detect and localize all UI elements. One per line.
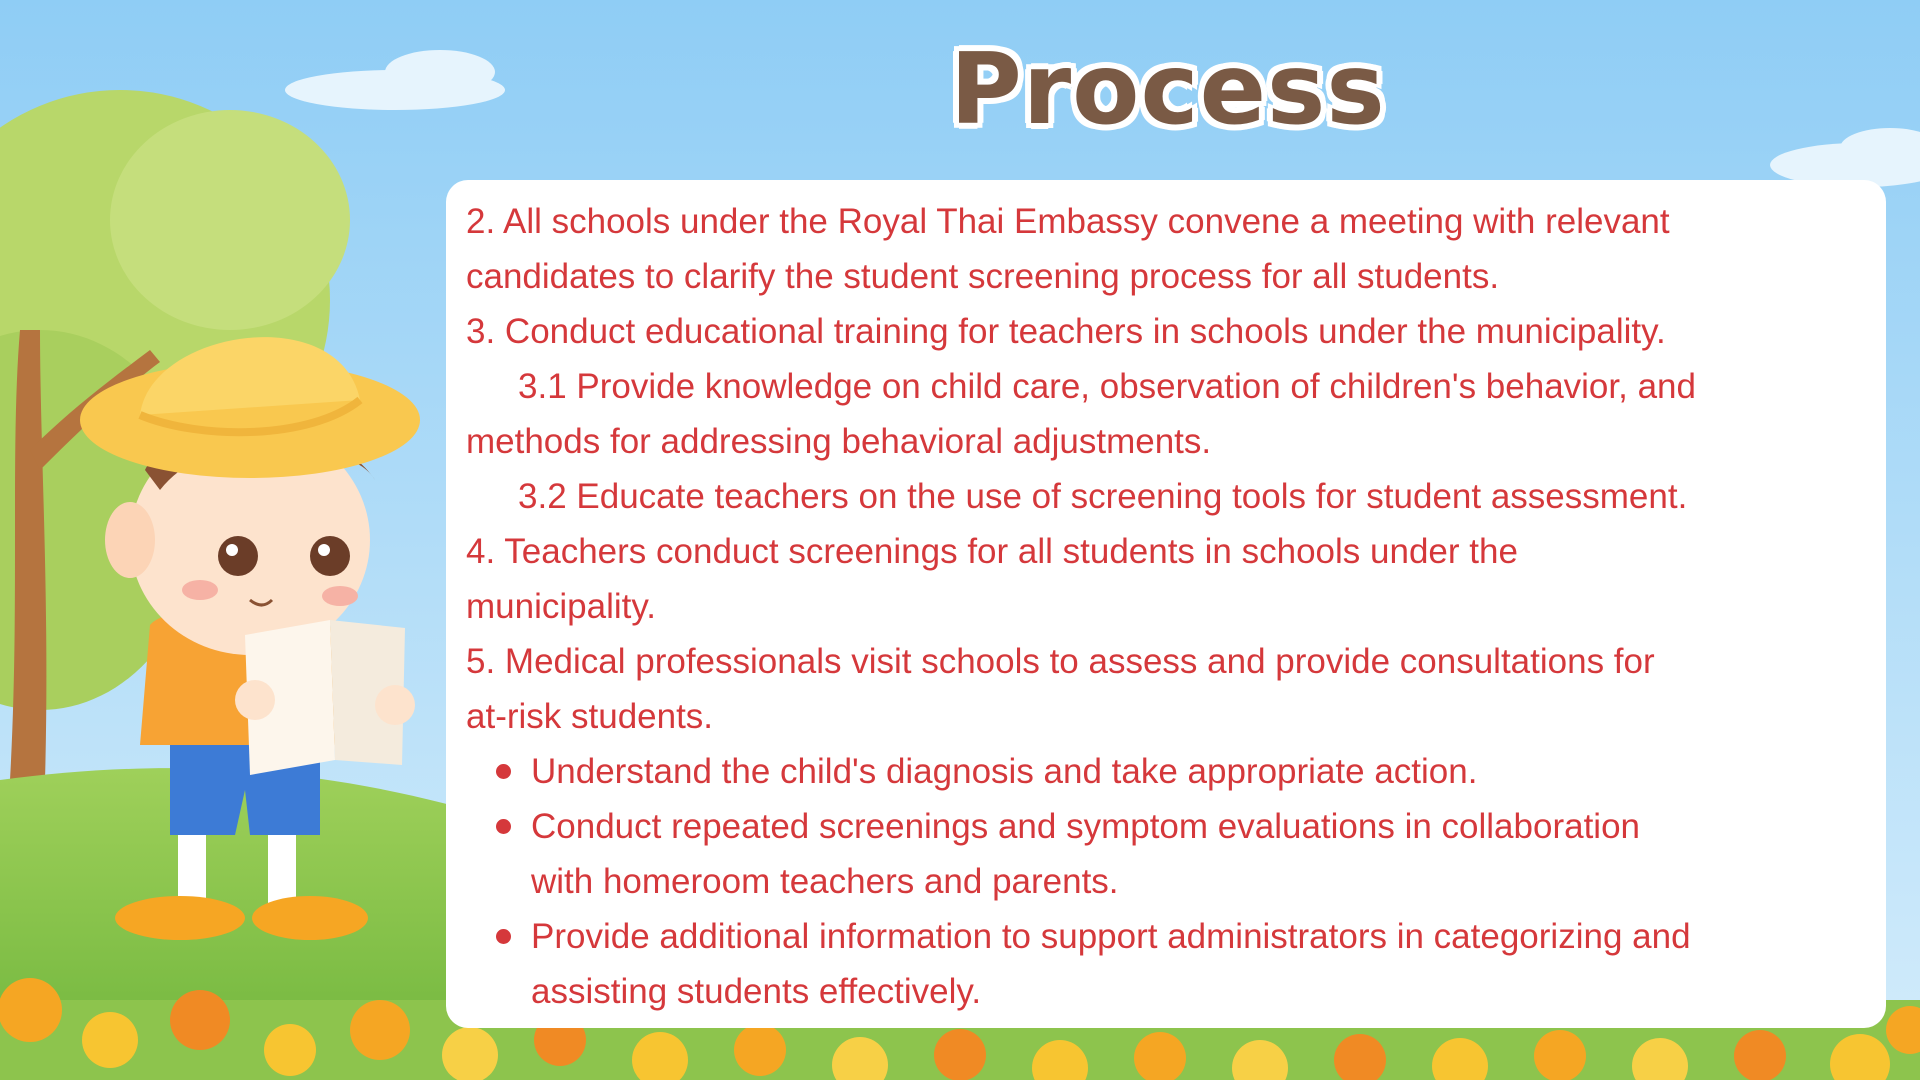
step-4-line-1: 4. Teachers conduct screenings for all students in schools under the: [466, 532, 1518, 571]
step-2-line-2: candidates to clarify the student screening process for all students.: [466, 257, 1500, 296]
bullet-dot-icon: [496, 819, 511, 834]
bullet-item: [466, 744, 1868, 799]
step-2-line-1: 2. All schools under the Royal Thai Embassy convene a meeting with relevant: [466, 202, 1670, 241]
bullet-1-line-1: Understand the child's diagnosis and take appropriate action.: [531, 752, 1478, 791]
bullet-dot-icon: [496, 764, 511, 779]
page-title: Process: [950, 33, 1386, 147]
content-card: [446, 180, 1886, 1028]
step-4-line-2: municipality.: [466, 587, 656, 626]
bullet-item: [466, 799, 1868, 909]
bullet-3-line-2: assisting students effectively.: [531, 972, 982, 1011]
step-3: 3. Conduct educational training for teachers in schools under the municipality.: [466, 312, 1666, 351]
bullet-3-line-1: Provide additional information to support administrators in categorizing and: [531, 917, 1691, 956]
bullet-2-line-2: with homeroom teachers and parents.: [531, 862, 1119, 901]
bullet-item: [466, 909, 1868, 1019]
step-3-1-line-2: methods for addressing behavioral adjustments.: [466, 422, 1212, 461]
step-5-line-1: 5. Medical professionals visit schools to assess and provide consultations for: [466, 642, 1655, 681]
step-3-2: 3.2 Educate teachers on the use of screening tools for student assessment.: [518, 477, 1688, 516]
bullet-dot-icon: [496, 929, 511, 944]
bullet-2-line-1: Conduct repeated screenings and symptom evaluations in collaboration: [531, 807, 1640, 846]
step-5-line-2: at-risk students.: [466, 697, 714, 736]
step-3-1-line-1: 3.1 Provide knowledge on child care, observation of children's behavior, and: [518, 367, 1696, 406]
